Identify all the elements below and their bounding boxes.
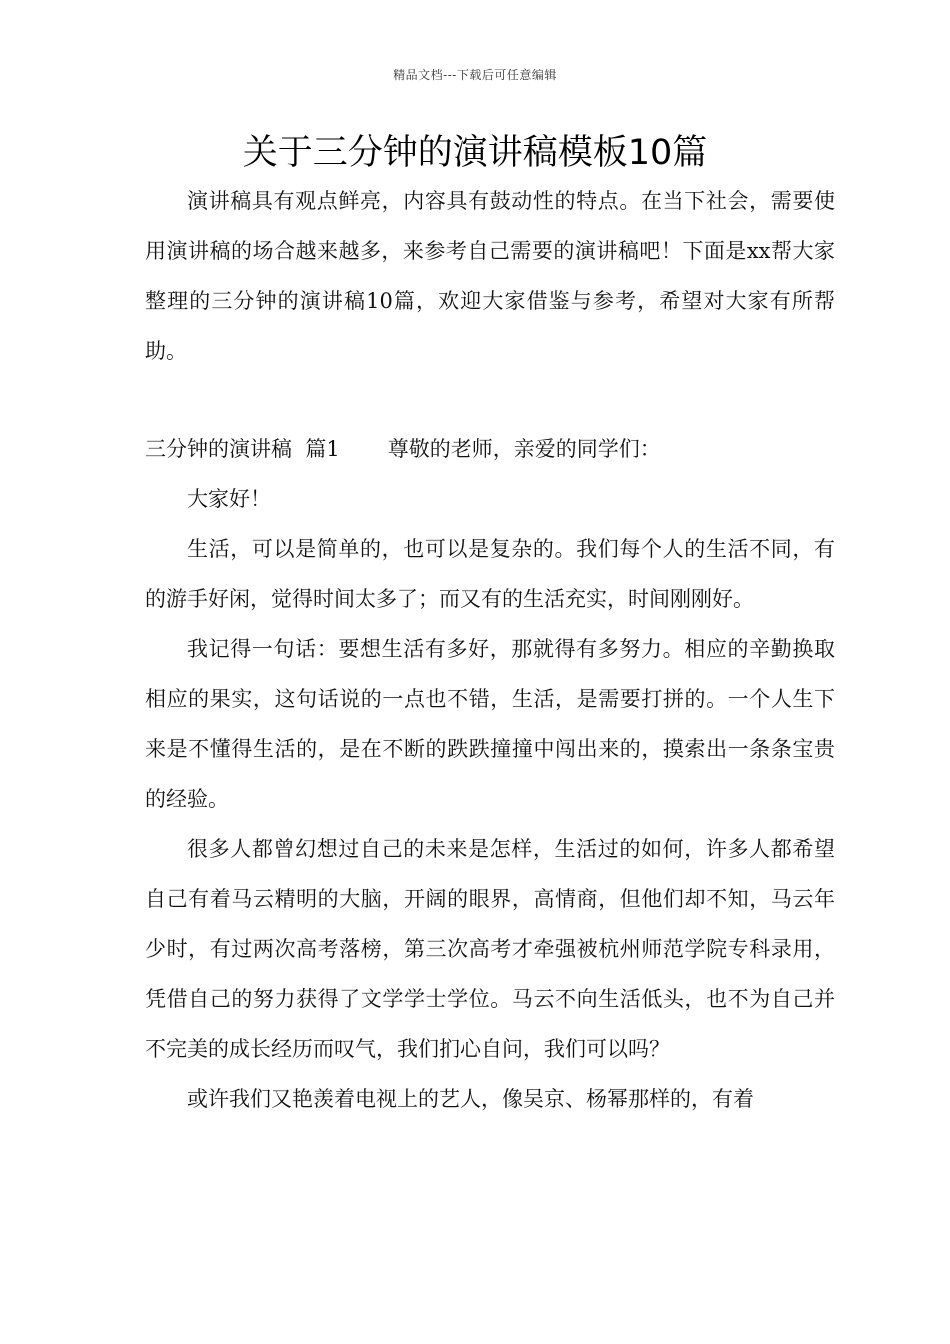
section-spacer	[145, 376, 835, 424]
paragraph-life: 生活，可以是简单的，也可以是复杂的。我们每个人的生活不同，有的游手好闲，觉得时间太多了；而又有的生活充实，时间刚刚好。	[145, 537, 835, 611]
document-title: 关于三分钟的演讲稿模板10篇	[242, 133, 708, 173]
paragraph-effort: 我记得一句话：要想生活有多好，那就得有多努力。相应的辛勤换取相应的果实，这句话说的一点也不错，生活，是需要打拼的。一个人生下来是不懂得生活的，是在不断的跌跌撞撞中闯出来的，摸索出一条条宝贵的经验。	[145, 637, 835, 811]
document-body	[145, 176, 835, 1124]
section-heading-line	[145, 424, 835, 474]
paragraph-greeting: 大家好！	[187, 487, 271, 511]
salutation: 尊敬的老师，亲爱的同学们：	[387, 437, 661, 461]
paragraph-jack-ma: 很多人都曾幻想过自己的未来是怎样，生活过的如何，许多人都希望自己有着马云精明的大脑，开阔的眼界，高情商，但他们却不知，马云年少时，有过两次高考落榜，第三次高考才牵强被杭州师范学院专科录用，凭借自己的努力获得了文学学士学位。马云不向生活低头，也不为自己并不完美的成长经历而叹气，我们扪心自问，我们可以吗？	[145, 837, 835, 1061]
header-watermark: 精品文档---下载后可任意编辑	[393, 68, 557, 82]
paragraph-celebrities: 或许我们又艳羡着电视上的艺人，像吴京、杨幂那样的，有着	[187, 1087, 754, 1111]
section-heading: 三分钟的演讲稿 篇1	[145, 437, 340, 461]
intro-paragraph: 演讲稿具有观点鲜亮，内容具有鼓动性的特点。在当下社会，需要使用演讲稿的场合越来越多，来参考自己需要的演讲稿吧！下面是xx帮大家整理的三分钟的演讲稿10篇，欢迎大家借鉴与参考，希望对大家有所帮助。	[145, 189, 835, 363]
